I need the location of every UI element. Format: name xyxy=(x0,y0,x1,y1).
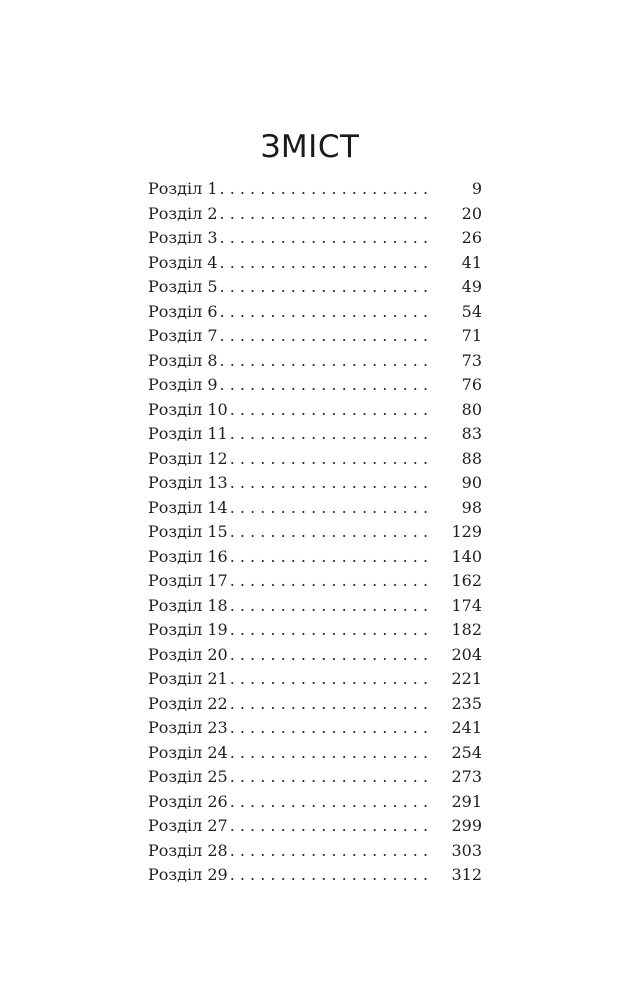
toc-entry xyxy=(148,643,482,668)
dot-leader xyxy=(230,692,428,717)
table-of-contents xyxy=(148,177,482,888)
toc-entry-label: Розділ 7 xyxy=(148,326,218,345)
dot-leader xyxy=(220,349,428,374)
toc-entry-label: Розділ 18 xyxy=(148,595,228,615)
dot-leader xyxy=(220,177,428,202)
toc-entry xyxy=(148,349,482,374)
dot-leader xyxy=(230,447,428,472)
toc-entry xyxy=(148,177,482,202)
toc-entry-page-number: 235 xyxy=(451,693,482,713)
dot-leader xyxy=(230,643,428,668)
dot-leader xyxy=(230,422,428,447)
toc-entry-label: Розділ 6 xyxy=(148,301,218,321)
toc-entry xyxy=(148,839,482,864)
dot-leader xyxy=(220,202,428,227)
toc-entry xyxy=(148,741,482,766)
toc-entry-label: Розділ 27 xyxy=(148,816,228,835)
dot-leader xyxy=(230,471,428,496)
toc-entry xyxy=(148,300,482,325)
toc-entry-label: Розділ 11 xyxy=(148,424,228,443)
dot-leader xyxy=(230,741,428,766)
toc-entry-label: Розділ 21 xyxy=(148,669,228,688)
dot-leader xyxy=(220,300,428,325)
toc-entry-page-number: 241 xyxy=(451,718,482,737)
toc-entry-page-number: 80 xyxy=(461,399,482,419)
toc-entry xyxy=(148,594,482,619)
toc-entry-page-number: 90 xyxy=(461,473,482,492)
toc-entry-label: Розділ 20 xyxy=(148,644,228,664)
toc-entry-page-number: 76 xyxy=(461,375,482,394)
toc-entry-label: Розділ 5 xyxy=(148,277,218,296)
toc-entry xyxy=(148,863,482,888)
toc-entry xyxy=(148,447,482,472)
toc-entry-page-number: 98 xyxy=(461,497,482,517)
toc-entry xyxy=(148,275,482,300)
toc-entry-page-number: 71 xyxy=(461,326,482,345)
toc-entry xyxy=(148,251,482,276)
dot-leader xyxy=(220,226,428,251)
toc-entry-label: Розділ 10 xyxy=(148,399,228,419)
dot-leader xyxy=(230,496,428,521)
toc-entry xyxy=(148,471,482,496)
toc-entry-label: Розділ 3 xyxy=(148,228,218,247)
toc-entry-page-number: 129 xyxy=(451,522,482,541)
dot-leader xyxy=(230,520,428,545)
toc-entry-page-number: 303 xyxy=(451,840,482,860)
toc-entry xyxy=(148,496,482,521)
dot-leader xyxy=(230,545,428,570)
dot-leader xyxy=(220,275,428,300)
page-title: ЗМІСТ xyxy=(260,128,360,165)
dot-leader xyxy=(230,667,428,692)
toc-entry-label: Розділ 19 xyxy=(148,620,228,639)
toc-entry-page-number: 182 xyxy=(451,620,482,639)
toc-entry-label: Розділ 1 xyxy=(148,179,218,198)
toc-entry-page-number: 26 xyxy=(461,228,482,247)
dot-leader xyxy=(230,790,428,815)
toc-entry-page-number: 140 xyxy=(451,546,482,566)
toc-entry-page-number: 83 xyxy=(461,424,482,443)
toc-entry-page-number: 174 xyxy=(451,595,482,615)
toc-entry xyxy=(148,790,482,815)
toc-entry-page-number: 20 xyxy=(461,203,482,223)
dot-leader xyxy=(230,765,428,790)
toc-entry xyxy=(148,398,482,423)
toc-entry-page-number: 254 xyxy=(451,742,482,762)
dot-leader xyxy=(230,594,428,619)
dot-leader xyxy=(230,618,428,643)
toc-entry-page-number: 299 xyxy=(451,816,482,835)
dot-leader xyxy=(230,863,428,888)
toc-entry xyxy=(148,667,482,692)
toc-entry xyxy=(148,324,482,349)
toc-entry-page-number: 73 xyxy=(461,350,482,370)
toc-entry-label: Розділ 24 xyxy=(148,742,228,762)
dot-leader xyxy=(220,251,428,276)
toc-entry xyxy=(148,202,482,227)
toc-entry xyxy=(148,520,482,545)
toc-entry-label: Розділ 2 xyxy=(148,203,218,223)
toc-entry-label: Розділ 25 xyxy=(148,767,228,786)
dot-leader xyxy=(230,839,428,864)
toc-entry-page-number: 49 xyxy=(461,277,482,296)
toc-entry-label: Розділ 29 xyxy=(148,865,228,884)
toc-entry xyxy=(148,226,482,251)
toc-entry xyxy=(148,373,482,398)
toc-entry-label: Розділ 16 xyxy=(148,546,228,566)
toc-entry xyxy=(148,692,482,717)
toc-entry-label: Розділ 13 xyxy=(148,473,228,492)
toc-entry-page-number: 312 xyxy=(451,865,482,884)
toc-entry xyxy=(148,814,482,839)
toc-entry-label: Розділ 26 xyxy=(148,791,228,811)
dot-leader xyxy=(230,569,428,594)
toc-entry-label: Розділ 9 xyxy=(148,375,218,394)
toc-entry-page-number: 41 xyxy=(461,252,482,272)
dot-leader xyxy=(230,716,428,741)
toc-entry-label: Розділ 17 xyxy=(148,571,228,590)
toc-entry-label: Розділ 4 xyxy=(148,252,218,272)
toc-entry xyxy=(148,545,482,570)
toc-entry-label: Розділ 15 xyxy=(148,522,228,541)
toc-entry xyxy=(148,618,482,643)
dot-leader xyxy=(220,373,428,398)
toc-entry-page-number: 54 xyxy=(461,301,482,321)
dot-leader xyxy=(230,398,428,423)
toc-entry-page-number: 221 xyxy=(451,669,482,688)
toc-entry-label: Розділ 8 xyxy=(148,350,218,370)
toc-entry-page-number: 162 xyxy=(451,571,482,590)
toc-entry xyxy=(148,765,482,790)
toc-entry-label: Розділ 23 xyxy=(148,718,228,737)
toc-entry-page-number: 88 xyxy=(461,448,482,468)
toc-entry xyxy=(148,422,482,447)
toc-entry-page-number: 291 xyxy=(451,791,482,811)
dot-leader xyxy=(220,324,428,349)
toc-entry xyxy=(148,569,482,594)
toc-entry-label: Розділ 22 xyxy=(148,693,228,713)
toc-entry-label: Розділ 12 xyxy=(148,448,228,468)
toc-entry-page-number: 204 xyxy=(451,644,482,664)
toc-entry-label: Розділ 28 xyxy=(148,840,228,860)
toc-entry-page-number: 9 xyxy=(471,179,482,198)
dot-leader xyxy=(230,814,428,839)
toc-entry-page-number: 273 xyxy=(451,767,482,786)
toc-entry-label: Розділ 14 xyxy=(148,497,228,517)
toc-entry xyxy=(148,716,482,741)
